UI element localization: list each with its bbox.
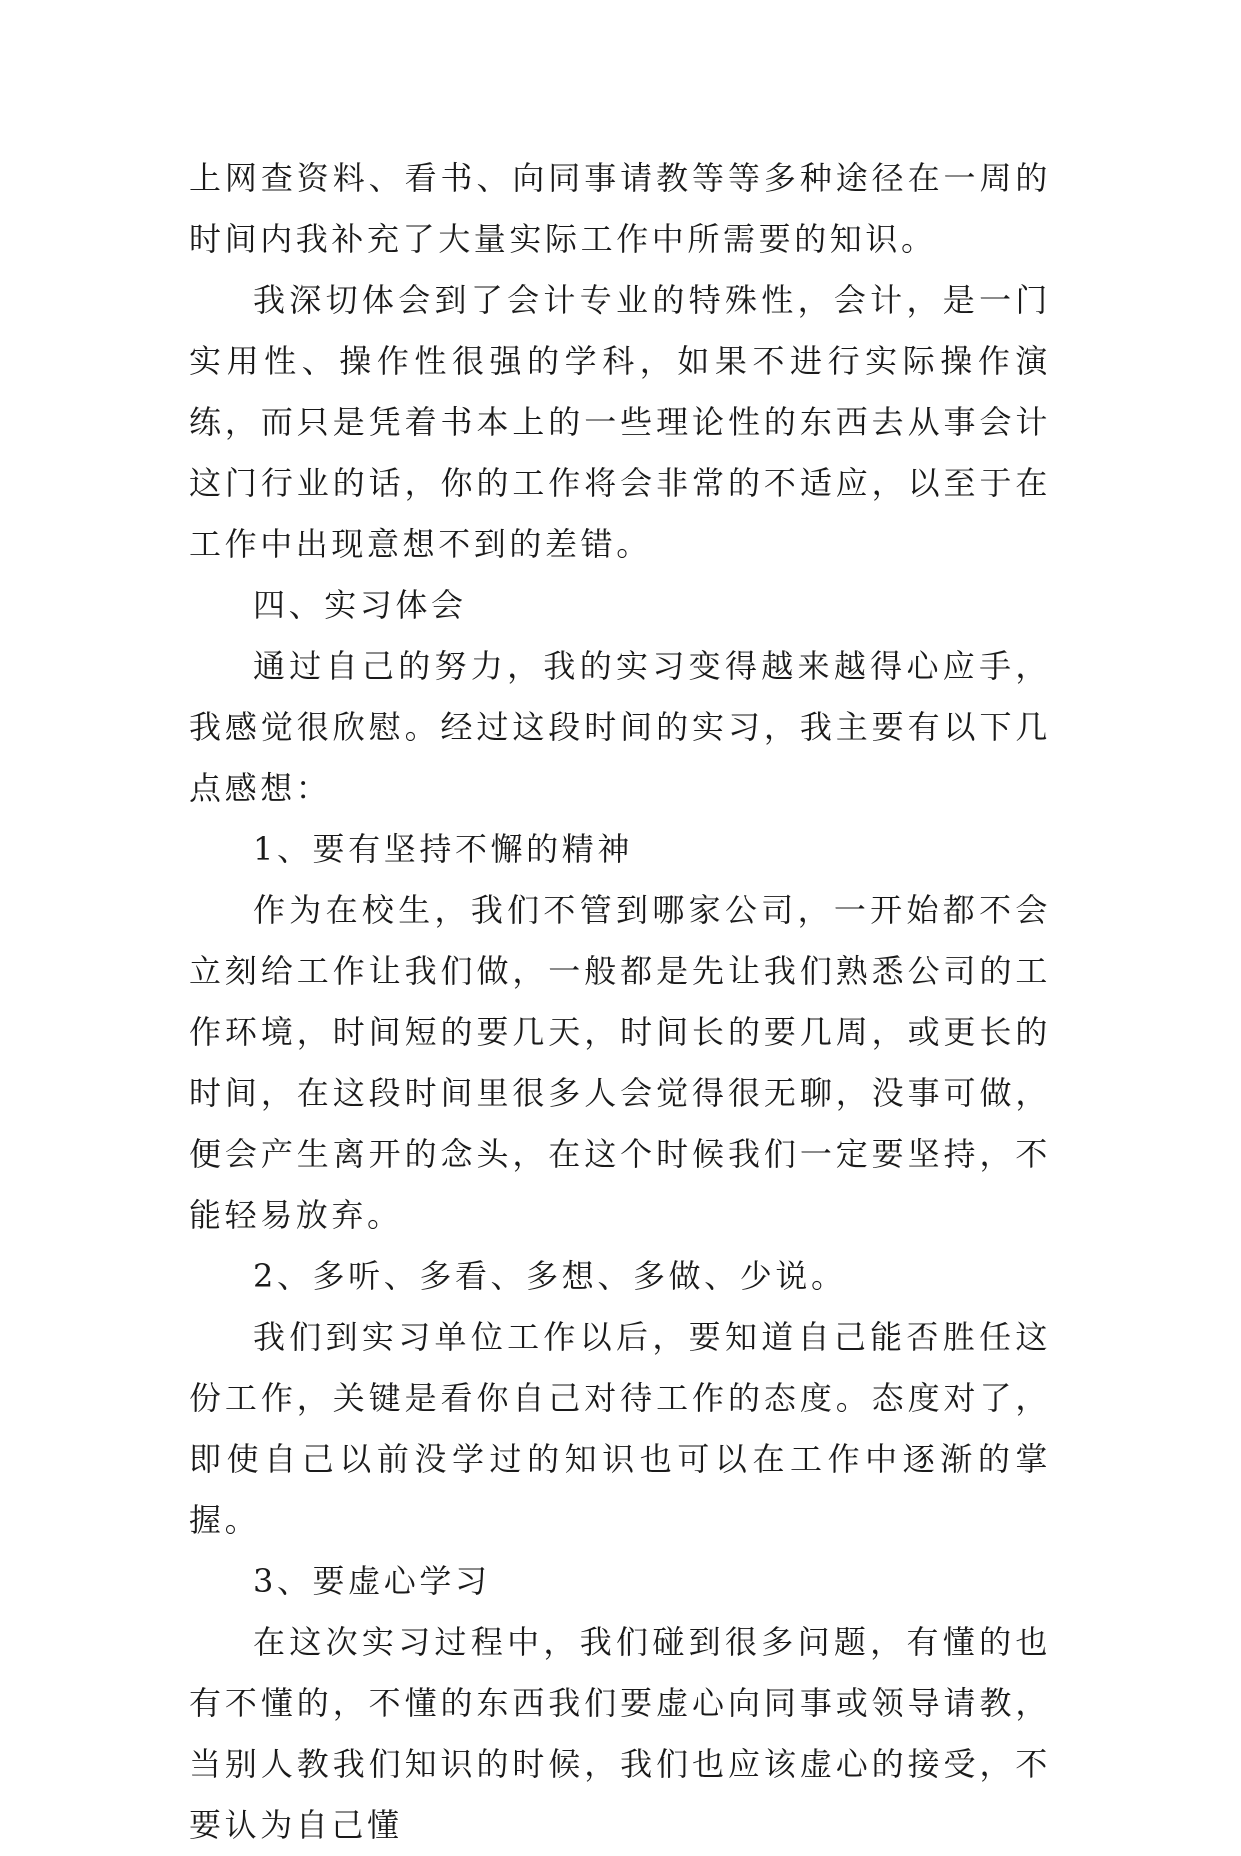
- paragraph: 作为在校生，我们不管到哪家公司，一开始都不会立刻给工作让我们做，一般都是先让我们熟悉公司的工作环境，时间短的要几天，时间长的要几周，或更长的时间，在这段时间里很多人会觉得很无聊，没事可做，便会产生离开的念头，在这个时候我们一定要坚持，不能轻易放弃。: [189, 891, 1051, 1234]
- list-heading: 1、要有坚持不懈的精神: [253, 830, 633, 868]
- paragraph: 通过自己的努力，我的实习变得越来越得心应手，我感觉很欣慰。经过这段时间的实习，我主要有以下几点感想：: [189, 647, 1051, 807]
- list-heading: 3、要虚心学习: [253, 1562, 491, 1600]
- paragraph: 上网查资料、看书、向同事请教等等多种途径在一周的时间内我补充了大量实际工作中所需要的知识。: [189, 159, 1051, 258]
- paragraph: 我们到实习单位工作以后，要知道自己能否胜任这份工作，关键是看你自己对待工作的态度。态度对了，即使自己以前没学过的知识也可以在工作中逐渐的掌握。: [189, 1318, 1051, 1539]
- section-heading: 四、实习体会: [253, 586, 467, 624]
- paragraph: 我深切体会到了会计专业的特殊性，会计，是一门实用性、操作性很强的学科，如果不进行实际操作演练，而只是凭着书本上的一些理论性的东西去从事会计这门行业的话，你的工作将会非常的不适应，以至于在工作中出现意想不到的差错。: [189, 281, 1051, 563]
- paragraph: 在这次实习过程中，我们碰到很多问题，有懂的也有不懂的，不懂的东西我们要虚心向同事或领导请教，当别人教我们知识的时候，我们也应该虚心的接受，不要认为自己懂: [189, 1623, 1051, 1844]
- list-heading: 2、多听、多看、多想、多做、少说。: [253, 1257, 847, 1295]
- document-body: [189, 148, 1051, 1856]
